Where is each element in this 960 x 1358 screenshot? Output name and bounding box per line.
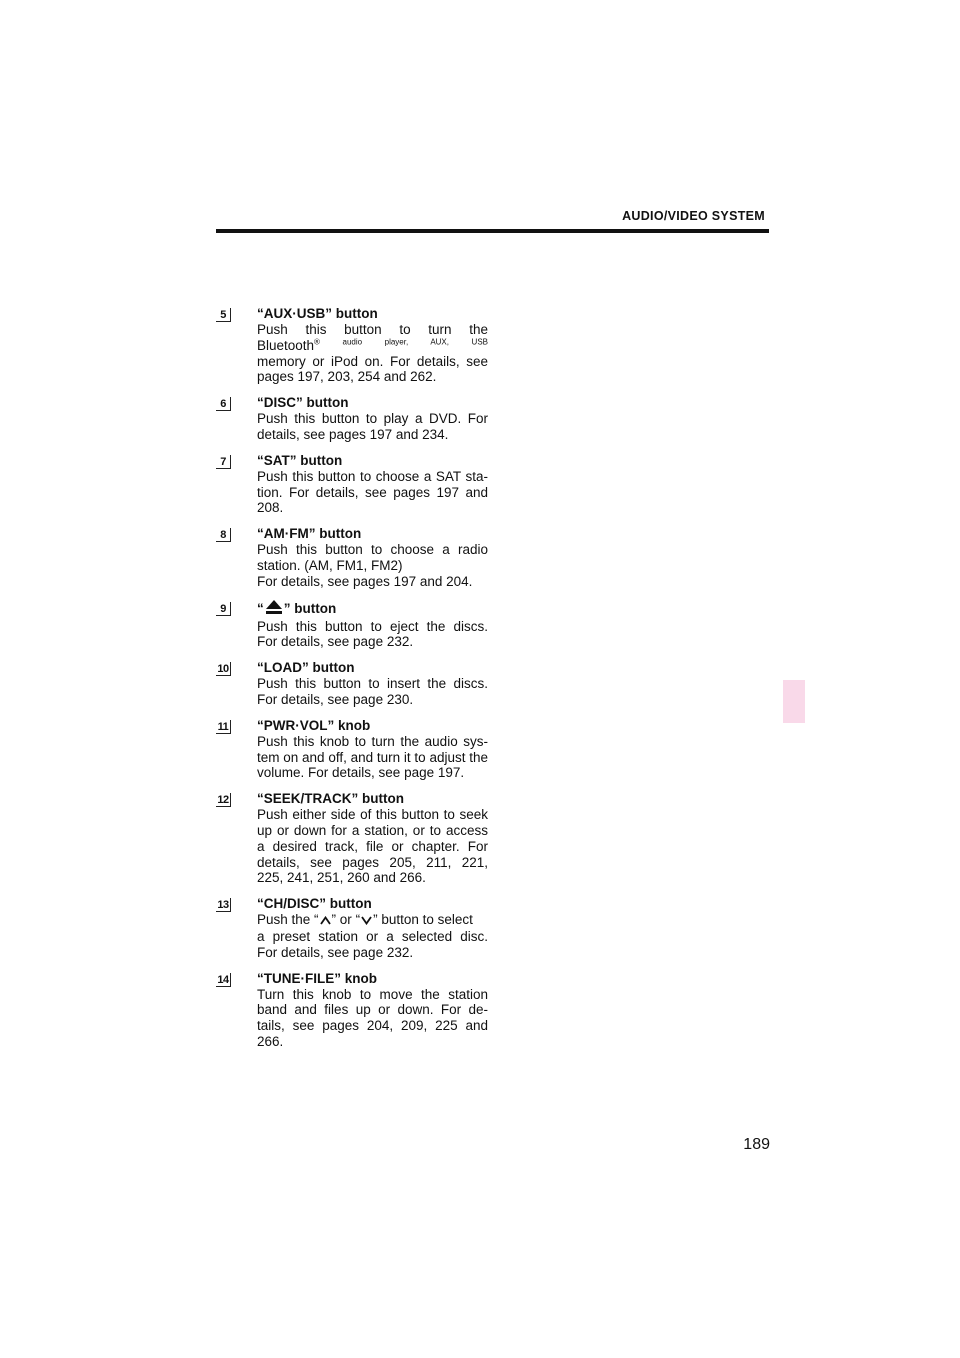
item-description: Push this button to choose a radio station. (AM, FM1, FM2) For details, see pages 197 and 204. (257, 542, 488, 589)
item-title: “LOAD” button (257, 660, 355, 676)
item-title: “SEEK/TRACK” button (257, 791, 404, 807)
eject-icon (265, 600, 283, 619)
list-item (216, 395, 488, 443)
item-number: 10 (216, 662, 231, 676)
item-title: “DISC” button (257, 395, 349, 411)
list-item (216, 660, 488, 708)
item-number: 5 (216, 308, 231, 322)
list-item (216, 600, 488, 651)
item-description: Push this knob to turn the audio sys- tem on and off, and turn it to adjust the volume. For details, see page 197. (257, 733, 488, 781)
item-number: 12 (216, 793, 231, 807)
item-title: “TUNE·FILE” knob (257, 970, 377, 986)
item-number: 7 (216, 455, 231, 469)
item-title: “AUX·USB” button (257, 306, 378, 321)
list-item (216, 791, 488, 886)
list-item (216, 718, 488, 781)
running-header: AUDIO/VIDEO SYSTEM (622, 209, 765, 223)
item-title: “ ” button (257, 600, 488, 619)
item-title: “AM·FM” button (257, 526, 362, 542)
item-number: 14 (216, 973, 231, 987)
header-rule (216, 229, 769, 233)
item-description: Push the “ ” or “ ” button to select a preset station or a selected disc. For details, see page 232. (257, 912, 488, 960)
list-item (216, 453, 488, 516)
section-tab (783, 680, 805, 723)
item-number: 6 (216, 397, 231, 411)
content-column (216, 306, 488, 1060)
item-number: 11 (216, 720, 231, 734)
item-title: “PWR·VOL” knob (257, 717, 371, 733)
chevron-down-icon (361, 913, 372, 929)
item-number: 8 (216, 528, 231, 542)
list-item (216, 971, 488, 1050)
item-title: “SAT” button (257, 452, 343, 468)
item-description: Push this button to turn the Bluetooth$^{® audio player, AUX, USB}$ memory or iPod on. For details, see pages 197, 203, 254 and 262. (257, 322, 488, 385)
item-description: Push this button to choose a SAT sta- tion. For details, see pages 197 and 208. (257, 468, 488, 516)
item-description: Push this button to play a DVD. For details, see pages 197 and 234. (257, 411, 488, 442)
item-description: Push this button to eject the discs. For details, see page 232. (257, 618, 488, 650)
item-title: “CH/DISC” button (257, 896, 372, 912)
item-number: 13 (216, 898, 231, 912)
list-item (216, 896, 488, 960)
chevron-up-icon (320, 913, 331, 929)
list-item (216, 526, 488, 589)
item-description: Push either side of this button to seek up or down for a station, or to access a desired track, file or chapter. For details, see pages 205, 211, 221, 225, 241, 251, 260 and 266. (257, 807, 488, 886)
list-item (216, 306, 488, 385)
item-description: Turn this knob to move the station band and files up or down. For de- tails, see pages 204, 209, 225 and 266. (257, 986, 488, 1049)
item-number: 9 (216, 602, 231, 616)
page-number: 189 (743, 1136, 770, 1153)
item-description: Push this button to insert the discs. For details, see page 230. (257, 676, 488, 707)
